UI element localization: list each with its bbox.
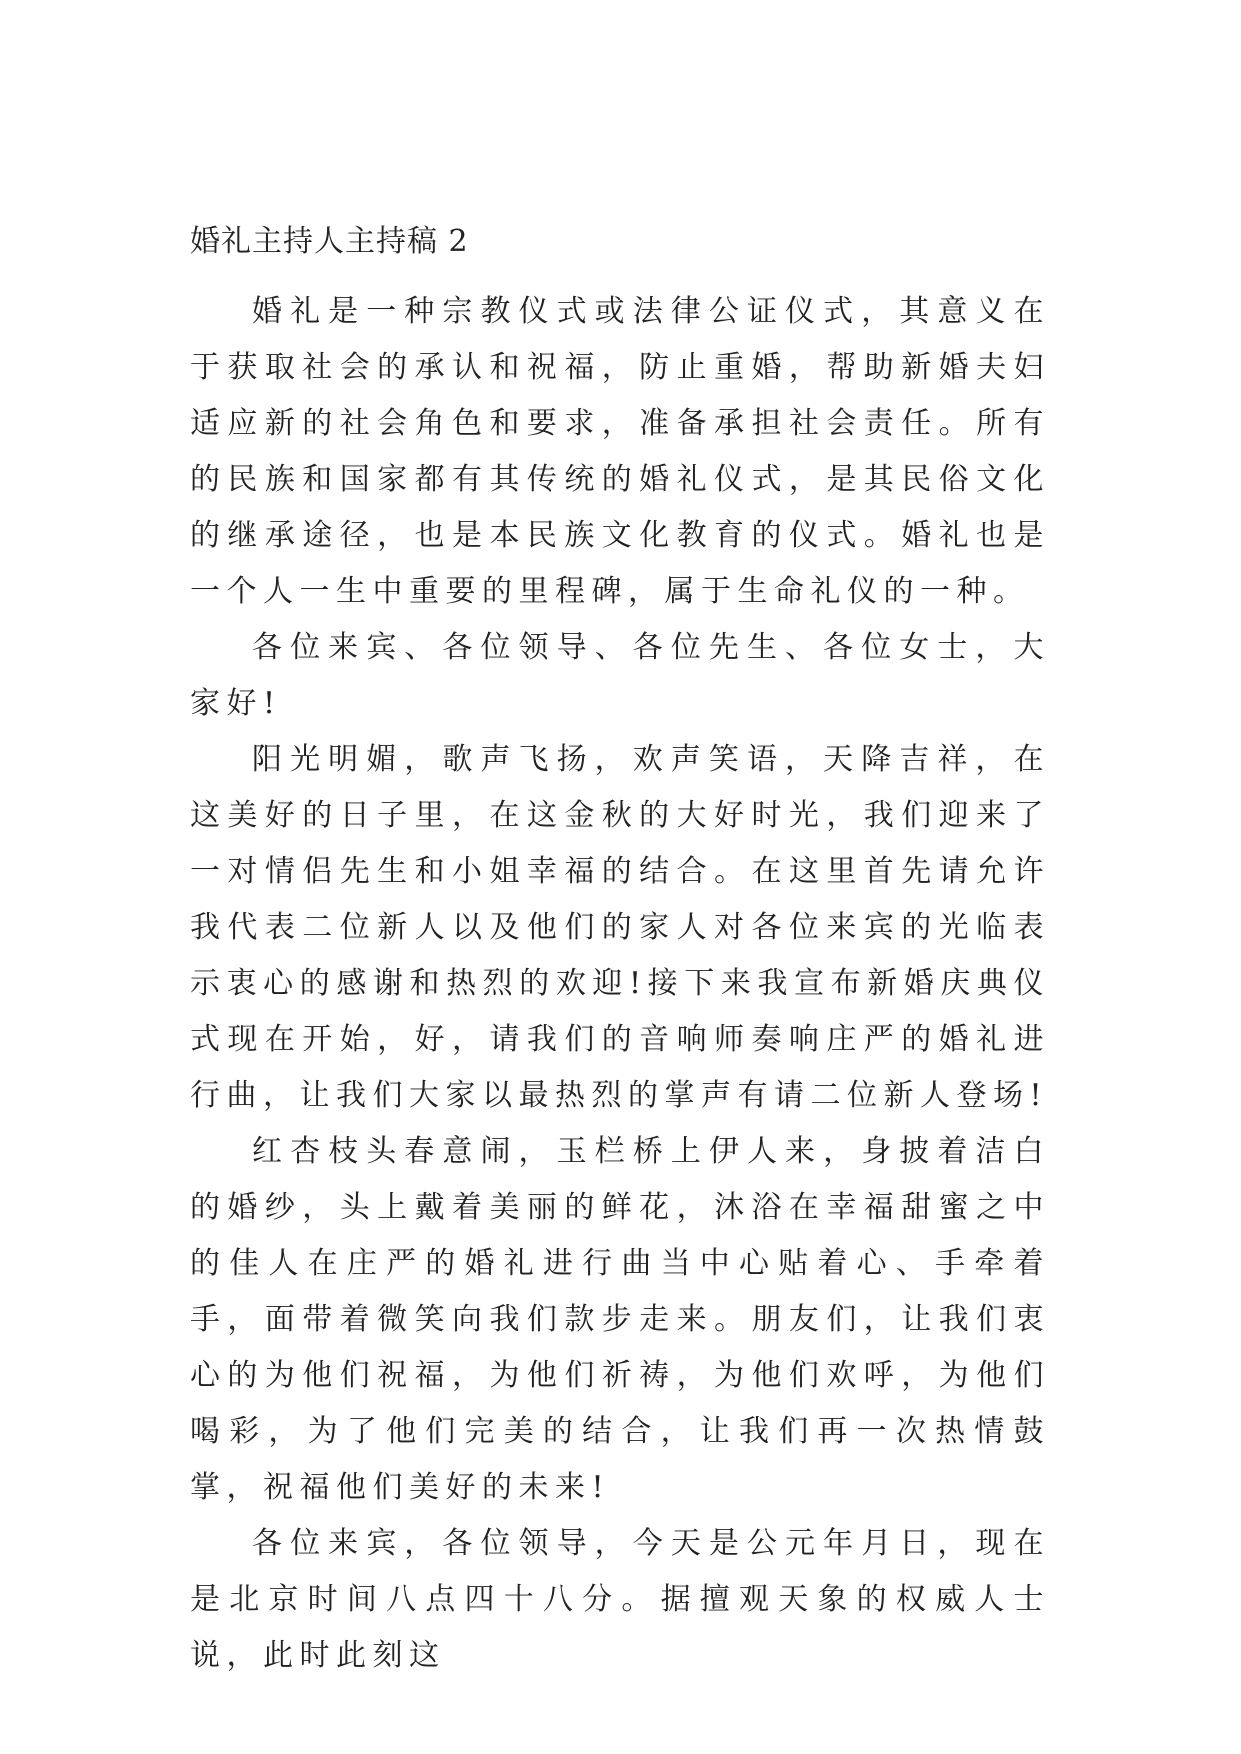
paragraph-greeting: 各位来宾、各位领导、各位先生、各位女士，大家好! — [190, 630, 1050, 721]
paragraph-date-announcement: 各位来宾，各位领导，今天是公元年月日，现在是北京时间八点四十八分。据擅观天象的权威人士说，此时此刻这 — [190, 1526, 1050, 1673]
paragraph-bride-entrance: 红杏枝头春意闹，玉栏桥上伊人来，身披着洁白的婚纱，头上戴着美丽的鲜花，沐浴在幸福甜蜜之中的佳人在庄严的婚礼进行曲当中心贴着心、手牵着手，面带着微笑向我们款步走来。朋友们，让我们衷心的为他们祝福，为他们祈祷，为他们欢呼，为他们喝彩，为了他们完美的结合，让我们再一次热情鼓掌，祝福他们美好的未来! — [190, 1134, 1050, 1505]
paragraph-intro: 婚礼是一种宗教仪式或法律公证仪式，其意义在于获取社会的承认和祝福，防止重婚，帮助新婚夫妇适应新的社会角色和要求，准备承担社会责任。所有的民族和国家都有其传统的婚礼仪式，是其民俗文化的继承途径，也是本民族文化教育的仪式。婚礼也是一个人一生中重要的里程碑，属于生命礼仪的一种。 — [190, 294, 1050, 609]
document-title: 婚礼主持人主持稿 2 — [190, 224, 469, 259]
paragraph-opening: 阳光明媚，歌声飞扬，欢声笑语，天降吉祥，在这美好的日子里，在这金秋的大好时光，我们迎来了一对情侣先生和小姐幸福的结合。在这里首先请允许我代表二位新人以及他们的家人对各位来宾的光临表示衷心的感谢和热烈的欢迎!接下来我宣布新婚庆典仪式现在开始，好，请我们的音响师奏响庄严的婚礼进行曲，让我们大家以最热烈的掌声有请二位新人登场! — [190, 742, 1050, 1113]
document-body — [190, 222, 1050, 1684]
